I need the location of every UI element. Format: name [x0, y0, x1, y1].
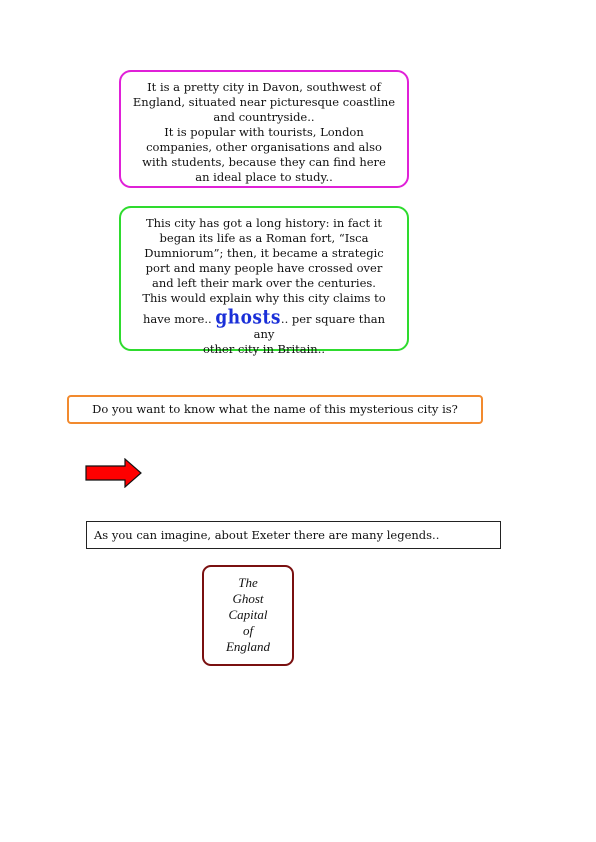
- history-line: Dumniorum”; then, it became a strategic: [144, 246, 384, 260]
- question-text: Do you want to know what the name of this mysterious city is?: [92, 402, 458, 416]
- right-arrow-icon: [85, 458, 143, 488]
- title-line: England: [225, 639, 271, 654]
- history-line: other city in Britain..: [202, 342, 326, 356]
- title-line: Ghost: [232, 591, 264, 606]
- history-line: port and many people have crossed over: [145, 261, 383, 275]
- ghost-line-before: have more..: [143, 312, 216, 326]
- title-line: The: [238, 575, 258, 590]
- legends-textbox: [86, 521, 501, 549]
- intro-line: an ideal place to study..: [195, 170, 333, 184]
- intro-line: with students, because they can find here: [142, 155, 386, 169]
- title-line: of: [242, 623, 254, 638]
- ghosts-word: ghosts: [215, 306, 281, 330]
- intro-line: England, situated near picturesque coastline: [132, 95, 396, 109]
- history-line: began its life as a Roman fort, “Isca: [159, 231, 369, 245]
- question-textbox: [67, 395, 483, 424]
- intro-line: companies, other organisations and also: [146, 140, 382, 154]
- history-textbox: [119, 206, 409, 356]
- ghost-line: [135, 306, 393, 342]
- history-line: This city has got a long history: in fact it: [145, 216, 383, 230]
- ghost-line-after: .. per square than any: [253, 312, 385, 341]
- history-line: This would explain why this city claims to: [142, 291, 386, 305]
- ghost-capital-title-box: [202, 565, 294, 666]
- intro-line: It is popular with tourists, London: [164, 125, 364, 139]
- intro-line: It is a pretty city in Davon, southwest of: [147, 80, 381, 94]
- intro-line: and countryside..: [213, 110, 315, 124]
- intro-textbox: [119, 70, 409, 188]
- history-line: and left their mark over the centuries.: [152, 276, 376, 290]
- title-line: Capital: [228, 607, 268, 622]
- legends-text: As you can imagine, about Exeter there are many legends..: [94, 528, 440, 542]
